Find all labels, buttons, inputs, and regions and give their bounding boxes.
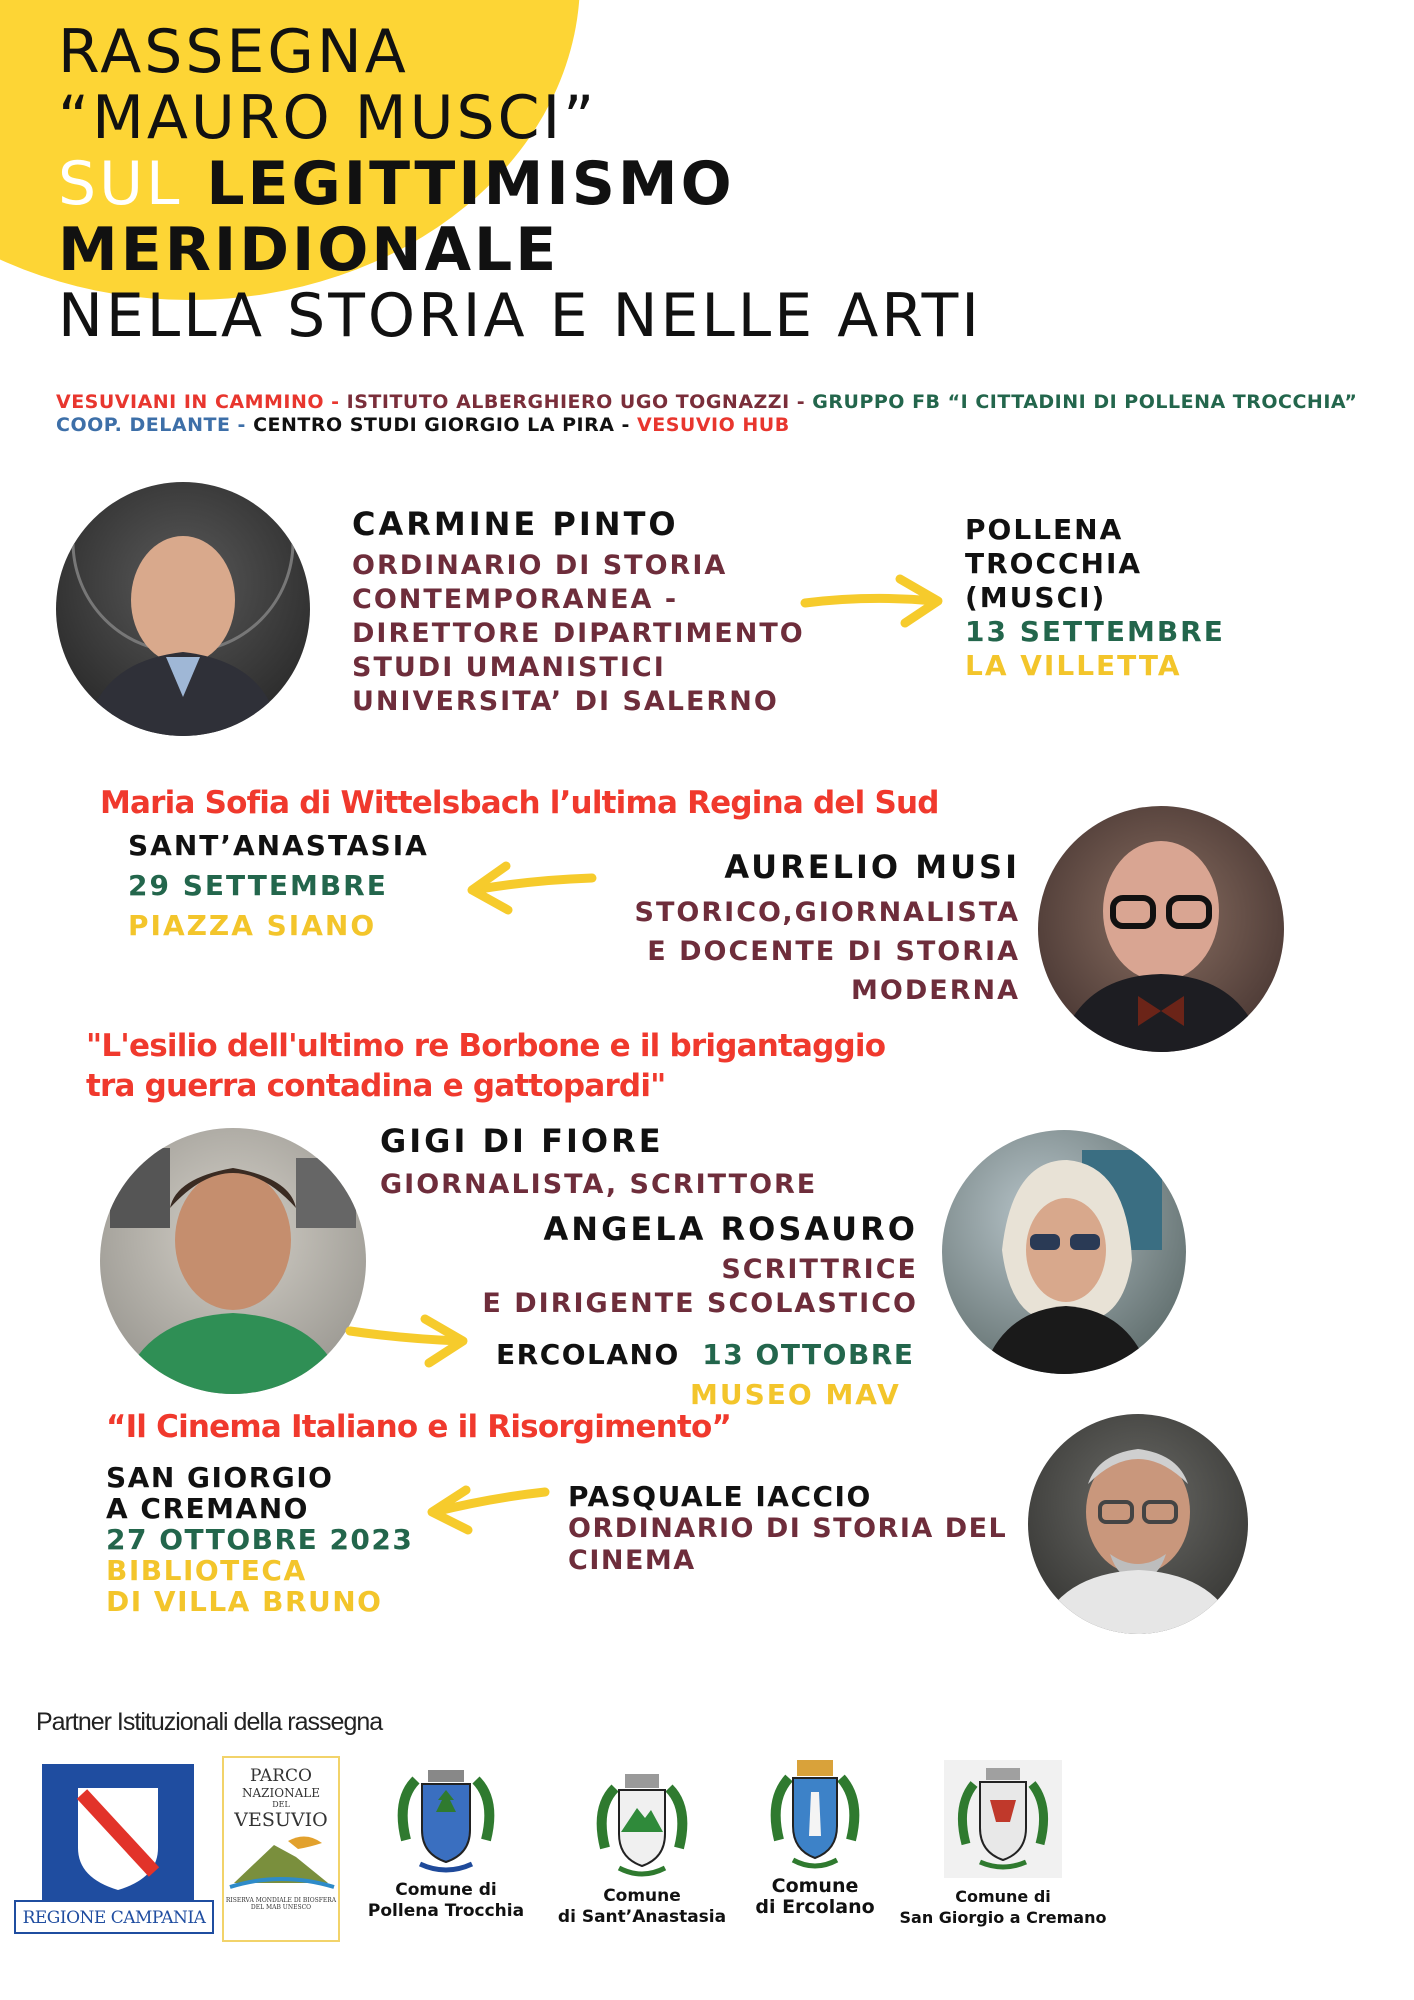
parco-footer: DEL MAB UNESCO: [250, 1904, 312, 1911]
carmine-pinto-photo: [56, 482, 310, 736]
speaker-role: [352, 549, 805, 719]
event-venue: LA VILLETTA: [965, 649, 1182, 682]
role-line: STUDI UMANISTICI: [352, 652, 666, 683]
comune-santanastasia-logo: [552, 1768, 732, 1928]
gigi-di-fiore-photo: [100, 1128, 366, 1394]
pasquale-iaccio-photo: [1028, 1414, 1248, 1634]
speaker-role: [568, 1513, 1007, 1577]
role-line: E DOCENTE DI STORIA: [647, 936, 1020, 967]
city-line: POLLENA: [965, 513, 1124, 546]
city-line: A CREMANO: [106, 1492, 309, 1525]
speaker-name: PASQUALE IACCIO: [568, 1480, 872, 1513]
parco-line: VESUVIO: [234, 1809, 328, 1831]
caption-line: San Giorgio a Cremano: [899, 1908, 1107, 1927]
role-line: MODERNA: [851, 975, 1020, 1006]
title-line-3b: LEGITTIMISMO: [206, 149, 735, 219]
crest-icon: [763, 1756, 867, 1876]
role-line: CINEMA: [568, 1545, 696, 1576]
aurelio-musi-photo: [1038, 806, 1284, 1052]
comune-caption: [356, 1880, 536, 1922]
comune-pollena-logo: [356, 1760, 536, 1922]
event-date: 29 SETTEMBRE: [128, 869, 388, 902]
event-venue: PIAZZA SIANO: [128, 909, 377, 942]
event-location: [965, 513, 1225, 683]
city-line: SANT’ANASTASIA: [128, 829, 429, 862]
speaker-name: AURELIO MUSI: [724, 848, 1020, 886]
city-line: ERCOLANO: [496, 1338, 680, 1371]
caption-line: Comune: [771, 1875, 859, 1897]
event-venue: DI VILLA BRUNO: [106, 1585, 383, 1618]
event-venue: BIBLIOTECA: [106, 1554, 307, 1587]
shield-icon: [44, 1766, 192, 1904]
caption-line: di Ercolano: [755, 1896, 875, 1918]
talk-line: "L'esilio dell'ultimo re Borbone e il brigantaggio: [86, 1028, 886, 1064]
portrait-placeholder-icon: [942, 1130, 1186, 1374]
organizer-vesuviani: VESUVIANI IN CAMMINO: [56, 391, 325, 413]
organizers-line-2: [56, 414, 790, 436]
event-date: 13 OTTOBRE: [702, 1338, 915, 1371]
event-location: [496, 1338, 915, 1372]
talk-title: “Il Cinema Italiano e il Risorgimento”: [106, 1409, 732, 1445]
comune-caption: [888, 1886, 1118, 1928]
speaker-role: [420, 1253, 918, 1321]
caption-line: Comune: [603, 1886, 681, 1906]
caption-line: di Sant’Anastasia: [557, 1907, 727, 1927]
role-line: ORDINARIO DI STORIA DEL: [568, 1513, 1008, 1544]
crest-icon: [587, 1768, 697, 1886]
separator: -: [796, 391, 806, 413]
role-line: UNIVERSITA’ DI SALERNO: [352, 686, 779, 717]
role-line: ORDINARIO DI STORIA: [352, 550, 728, 581]
event-location: [106, 1462, 413, 1617]
separator: -: [237, 414, 246, 436]
role-line: STORICO,GIORNALISTA: [634, 897, 1020, 928]
portrait-placeholder-icon: [1028, 1414, 1248, 1634]
parco-line: NAZIONALE: [242, 1786, 320, 1800]
regione-campania-logo: [14, 1764, 214, 1934]
event-location: [128, 826, 429, 946]
title-line-2: “MAURO MUSCI”: [58, 83, 598, 153]
role-line: DIRETTORE DIPARTIMENTO: [352, 618, 805, 649]
talk-title: Maria Sofia di Wittelsbach l’ultima Regina del Sud: [100, 785, 939, 821]
speaker-role: GIORNALISTA, SCRITTORE: [380, 1169, 818, 1200]
title-line-3a: SUL: [58, 149, 183, 219]
speaker-role: [520, 893, 1020, 1010]
role-line: E DIRIGENTE SCOLASTICO: [482, 1288, 918, 1319]
crest-icon: [944, 1760, 1062, 1878]
talk-line: tra guerra contadina e gattopardi": [86, 1068, 666, 1104]
arrow-left-icon: [420, 1468, 555, 1538]
separator: -: [331, 391, 340, 413]
crest-icon: [386, 1760, 506, 1880]
event-date: 13 SETTEMBRE: [965, 615, 1225, 648]
organizers-line-1: [56, 391, 1357, 413]
partners-heading: Partner Istituzionali della rassegna: [36, 1708, 383, 1736]
caption-line: Comune di: [955, 1887, 1051, 1906]
event-venue: MUSEO MAV: [690, 1378, 901, 1411]
arrow-right-icon: [800, 565, 950, 635]
city-line: TROCCHIA: [965, 547, 1143, 580]
talk-title: [86, 1026, 885, 1106]
parco-footer: RISERVA MONDIALE DI BIOSFERA: [225, 1897, 337, 1904]
regione-emblem: [42, 1764, 194, 1906]
separator: -: [621, 414, 630, 436]
role-line: SCRITTRICE: [721, 1254, 918, 1285]
title-line-1: RASSEGNA: [58, 17, 409, 87]
regione-label: REGIONE CAMPANIA: [14, 1900, 214, 1934]
organizer-vesuvio-hub: VESUVIO HUB: [637, 414, 790, 436]
parco-line: DEL: [272, 1800, 290, 1809]
parco-vesuvio-logo: [222, 1756, 340, 1942]
event-date: 27 OTTOBRE 2023: [106, 1523, 414, 1556]
title-line-4: MERIDIONALE: [58, 215, 560, 285]
poster-title: [58, 17, 982, 352]
speaker-name: ANGELA ROSAURO: [543, 1210, 918, 1248]
crest-frame: [944, 1760, 1062, 1878]
volcano-icon: [226, 1831, 336, 1893]
portrait-placeholder-icon: [56, 482, 310, 736]
portrait-placeholder-icon: [1038, 806, 1284, 1052]
comune-ercolano-logo: [740, 1756, 890, 1918]
speaker-name: GIGI DI FIORE: [380, 1122, 664, 1160]
city-line: (MUSCI): [965, 581, 1107, 614]
arrow-right-icon: [345, 1305, 475, 1375]
title-line-5: NELLA STORIA E NELLE ARTI: [58, 281, 982, 351]
organizer-centro-studi: CENTRO STUDI GIORGIO LA PIRA: [253, 414, 615, 436]
organizer-istituto: ISTITUTO ALBERGHIERO UGO TOGNAZZI: [346, 391, 790, 413]
city-line: SAN GIORGIO: [106, 1461, 334, 1494]
organizer-coop-delante: COOP. DELANTE: [56, 414, 231, 436]
role-line: CONTEMPORANEA -: [352, 584, 679, 615]
comune-san-giorgio-logo: [888, 1760, 1118, 1928]
comune-caption: [740, 1876, 890, 1918]
angela-rosauro-photo: [942, 1130, 1186, 1374]
caption-line: Pollena Trocchia: [367, 1901, 525, 1921]
caption-line: Comune di: [395, 1880, 497, 1900]
parco-line: PARCO: [250, 1766, 312, 1786]
organizer-gruppo-fb: GRUPPO FB “I CITTADINI DI POLLENA TROCCHIA”: [812, 391, 1358, 413]
portrait-placeholder-icon: [100, 1128, 366, 1394]
speaker-name: CARMINE PINTO: [352, 505, 679, 543]
comune-caption: [552, 1886, 732, 1928]
